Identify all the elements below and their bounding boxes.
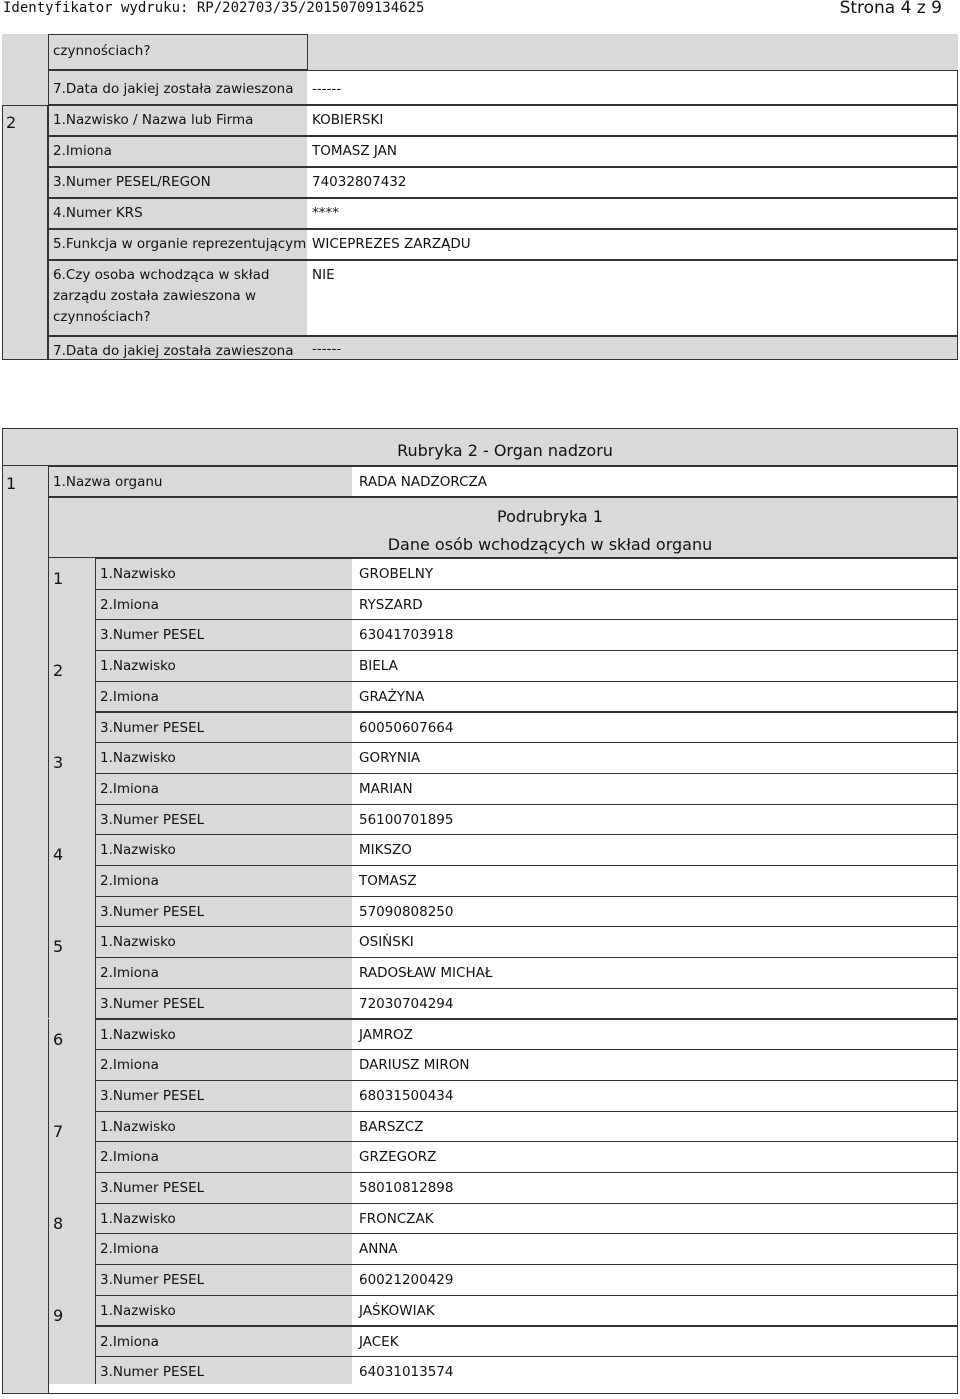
- member-index: 8: [53, 1213, 64, 1233]
- zarzad-label-pesel-regon: 3.Numer PESEL/REGON: [53, 174, 211, 190]
- member-label-names: 2.Imiona: [100, 1057, 159, 1074]
- member-value-names: TOMASZ: [359, 873, 417, 889]
- member-label-surname: 1.Nazwisko: [100, 842, 176, 859]
- member-value-pesel: 60050607664: [359, 719, 454, 736]
- member-label-surname: 1.Nazwisko: [100, 1302, 176, 1319]
- member-label-names: 2.Imiona: [100, 1241, 159, 1258]
- member-index: 4: [53, 845, 64, 865]
- member-label-pesel: 3.Numer PESEL: [100, 1364, 205, 1381]
- member-label-names: 2.Imiona: [100, 688, 159, 705]
- member-value-pesel: 64031013574: [359, 1364, 454, 1381]
- member-label-surname: 1.Nazwisko: [100, 750, 176, 767]
- member-value-names: GRZEGORZ: [359, 1149, 437, 1166]
- rubryka-title: [2, 441, 958, 460]
- member-label-names: 2.Imiona: [100, 965, 159, 982]
- member-label-pesel: 3.Numer PESEL: [100, 1087, 205, 1104]
- zarzad-value-krs: ****: [312, 205, 339, 221]
- zarzad-label-surname: 1.Nazwisko / Nazwa lub Firma: [53, 112, 254, 128]
- member-value-surname: JAMROZ: [359, 1026, 413, 1043]
- cont-date-value: ------: [312, 81, 342, 97]
- member-value-surname: BIELA: [359, 658, 398, 675]
- member-label-names: 2.Imiona: [100, 873, 159, 889]
- page-number: Strona 4 z 9: [839, 0, 942, 18]
- bottom-strip: [48, 1384, 958, 1394]
- rubryka-title-text: Rubryka 2 - Organ nadzoru: [397, 441, 613, 460]
- member-value-surname: FRONCZAK: [359, 1210, 434, 1227]
- member-value-pesel: 56100701895: [359, 811, 454, 828]
- member-label-surname: 1.Nazwisko: [100, 658, 176, 675]
- member-label-pesel: 3.Numer PESEL: [100, 719, 205, 736]
- member-value-pesel: 72030704294: [359, 995, 454, 1012]
- member-value-surname: GROBELNY: [359, 566, 434, 582]
- member-label-names: 2.Imiona: [100, 1149, 159, 1166]
- member-label-pesel: 3.Numer PESEL: [100, 995, 205, 1012]
- member-label-pesel: 3.Numer PESEL: [100, 627, 205, 644]
- member-index: 2: [53, 661, 64, 681]
- cont-date-label: 7.Data do jakiej została zawieszona: [53, 81, 294, 97]
- member-value-pesel: 63041703918: [359, 627, 454, 644]
- zarzad-value-suspended: NIE: [312, 267, 335, 283]
- member-value-pesel: 68031500434: [359, 1087, 454, 1104]
- member-label-surname: 1.Nazwisko: [100, 1118, 176, 1135]
- print-identifier: Identyfikator wydruku: RP/202703/35/20150709134625: [3, 0, 425, 16]
- member-value-surname: JAŚKOWIAK: [359, 1302, 435, 1319]
- podrubryka-title-1-text: Podrubryka 1: [497, 507, 603, 526]
- podrubryka-title-1: [48, 507, 958, 526]
- zarzad-value-function: WICEPREZES ZARZĄDU: [312, 236, 471, 252]
- zarzad-value-pesel-regon: 74032807432: [312, 174, 407, 190]
- member-value-names: ANNA: [359, 1241, 398, 1258]
- member-index: 7: [53, 1121, 64, 1141]
- cont-label: czynnościach?: [53, 43, 151, 59]
- member-index: 5: [53, 937, 64, 957]
- member-index: 2: [6, 113, 17, 132]
- member-value-names: RYSZARD: [359, 596, 423, 613]
- member-value-surname: MIKSZO: [359, 842, 412, 859]
- member-value-surname: GORYNIA: [359, 750, 421, 767]
- member-label-pesel: 3.Numer PESEL: [100, 811, 205, 828]
- member-label-pesel: 3.Numer PESEL: [100, 1180, 205, 1196]
- zarzad-label-krs: 4.Numer KRS: [53, 205, 143, 221]
- print-header: [0, 0, 960, 18]
- member-value-names: DARIUSZ MIRON: [359, 1057, 470, 1074]
- organ-name-value: RADA NADZORCZA: [359, 474, 487, 490]
- member-value-names: MARIAN: [359, 780, 413, 797]
- member-value-names: JACEK: [359, 1333, 399, 1350]
- member-label-surname: 1.Nazwisko: [100, 566, 176, 582]
- member-label-surname: 1.Nazwisko: [100, 1026, 176, 1043]
- member-value-pesel: 58010812898: [359, 1180, 454, 1196]
- member-index: 6: [53, 1029, 64, 1049]
- podrubryka-title-2: [48, 535, 958, 554]
- podrubryka-title-2-text: Dane osób wchodzących w skład organu: [387, 535, 713, 554]
- zarzad-value-names: TOMASZ JAN: [312, 143, 397, 159]
- member-index: 3: [53, 753, 64, 773]
- member-value-names: RADOSŁAW MICHAŁ: [359, 965, 493, 982]
- member-label-names: 2.Imiona: [100, 596, 159, 613]
- member-label-surname: 1.Nazwisko: [100, 1210, 176, 1227]
- member-label-pesel: 3.Numer PESEL: [100, 903, 205, 920]
- member-value-pesel: 60021200429: [359, 1272, 454, 1289]
- zarzad-label-names: 2.Imiona: [53, 143, 112, 159]
- member-label-names: 2.Imiona: [100, 1333, 159, 1350]
- member-value-names: GRAŻYNA: [359, 688, 425, 705]
- member-value-surname: OSIŃSKI: [359, 934, 414, 951]
- organ-name-label: 1.Nazwa organu: [53, 474, 163, 490]
- zarzad-label-function: 5.Funkcja w organie reprezentującym: [53, 236, 307, 252]
- zarzad-value-suspended-date: ------: [312, 341, 342, 357]
- rubryka-index: 1: [6, 474, 17, 493]
- member-label-surname: 1.Nazwisko: [100, 934, 176, 951]
- zarzad-label-suspended-date: 7.Data do jakiej została zawieszona: [53, 343, 294, 359]
- member-value-surname: BARSZCZ: [359, 1118, 424, 1135]
- member-index: 1: [53, 569, 64, 588]
- member-label-names: 2.Imiona: [100, 780, 159, 797]
- member-value-pesel: 57090808250: [359, 903, 454, 920]
- member-index-cell: [2, 105, 48, 360]
- zarzad-value-surname: KOBIERSKI: [312, 112, 384, 128]
- zarzad-label-suspended: 6.Czy osoba wchodząca w skład zarządu została zawieszona w czynnościach?: [53, 267, 270, 325]
- member-index: 9: [53, 1305, 64, 1325]
- member-label-pesel: 3.Numer PESEL: [100, 1272, 205, 1289]
